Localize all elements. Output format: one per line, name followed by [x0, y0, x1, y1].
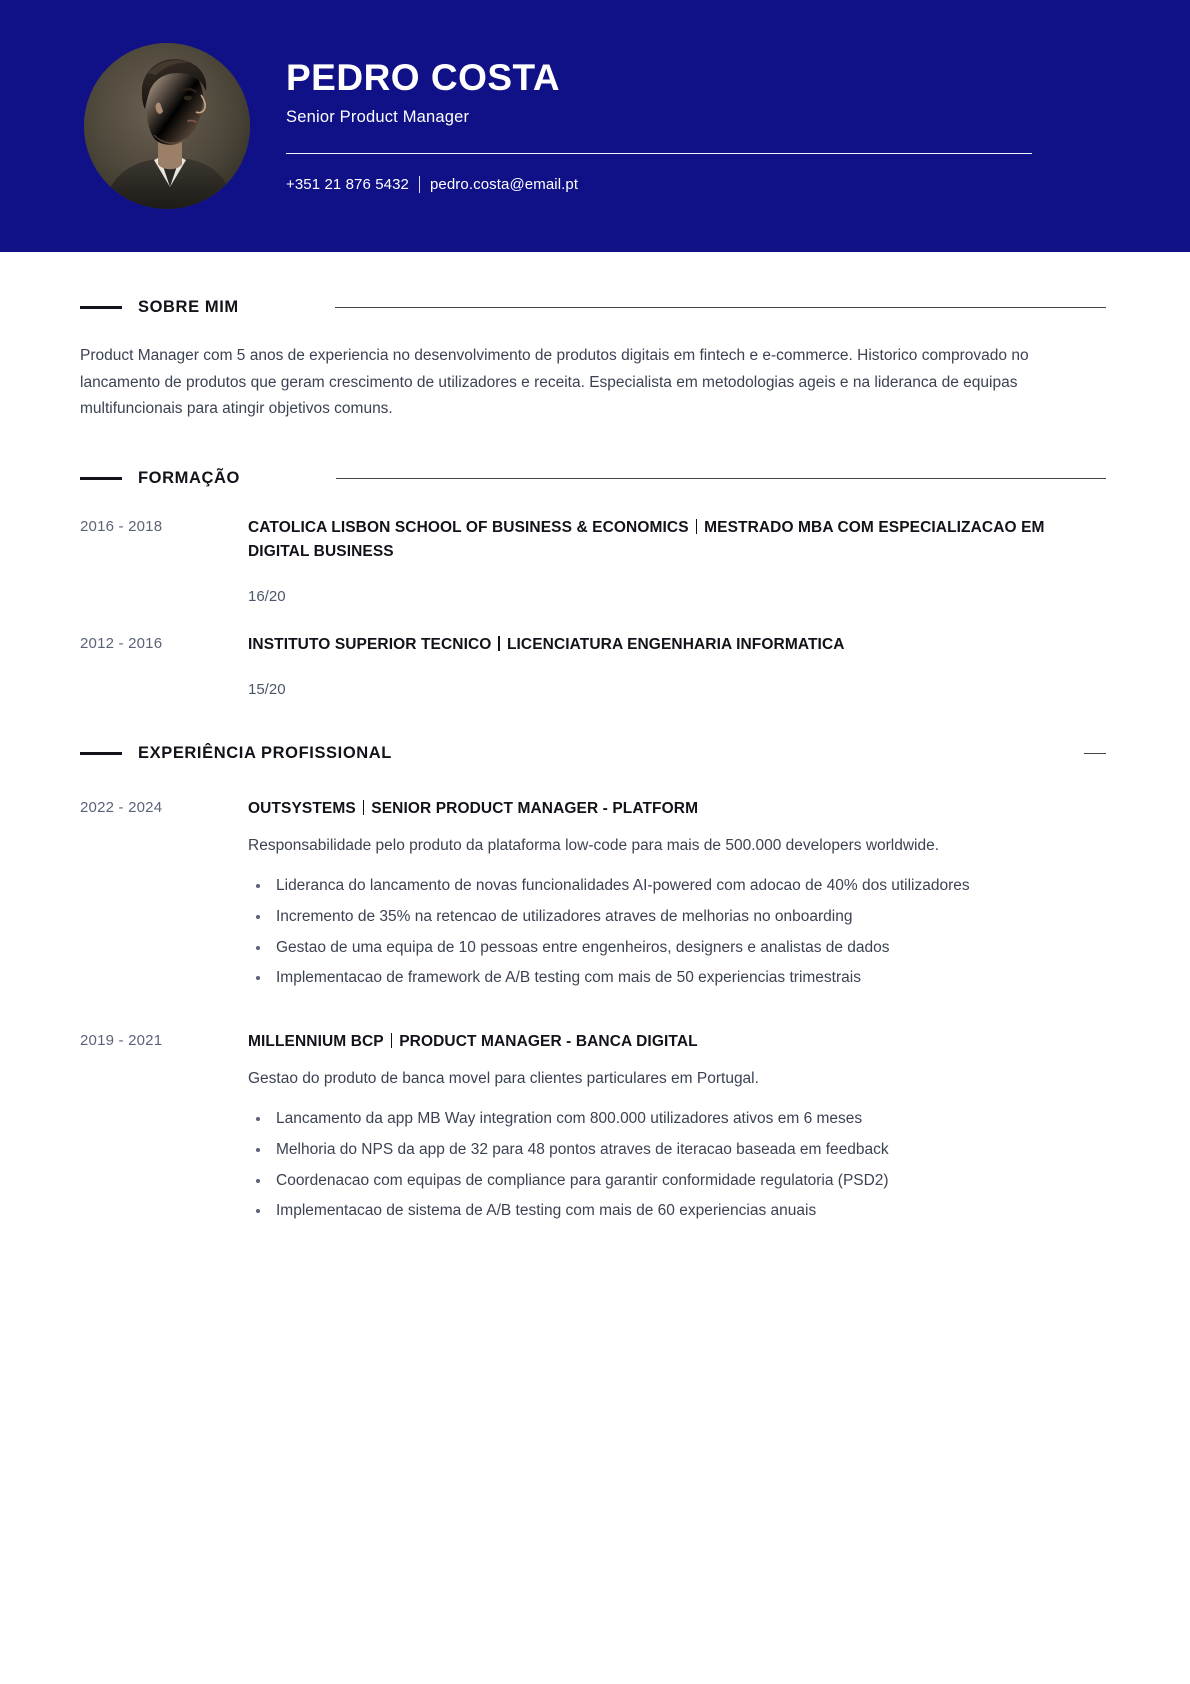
list-item: Implementacao de framework de A/B testing com mais de 50 experiencias trimestrais [248, 965, 1048, 992]
experience-detail [248, 797, 1106, 996]
experience-entry [80, 797, 1106, 996]
section-header-about [80, 298, 1106, 317]
title-separator-icon [498, 636, 500, 651]
section-title-about: SOBRE MIM [138, 298, 239, 316]
experience-description: Responsabilidade pelo produto da plataforma low-code para mais de 500.000 developers worldwide. [248, 837, 940, 855]
education-degree: MESTRADO MBA COM ESPECIALIZACAO EM DIGITAL BUSINESS [248, 518, 1045, 560]
education-institution: CATOLICA LISBON SCHOOL OF BUSINESS & ECONOMICS [248, 518, 689, 536]
email-address[interactable]: pedro.costa@email.pt [429, 175, 579, 193]
education-title [248, 516, 1106, 564]
contact-separator-icon [419, 176, 420, 193]
experience-position: SENIOR PRODUCT MANAGER - PLATFORM [371, 800, 699, 818]
education-entry [80, 633, 1106, 698]
education-detail [248, 633, 1106, 698]
resume-header [0, 0, 1190, 252]
header-divider [286, 153, 1032, 154]
education-entry [80, 516, 1106, 605]
portrait-photo-icon [84, 43, 250, 209]
section-title-education: FORMAÇÃO [138, 468, 240, 487]
job-role: Senior Product Manager [286, 107, 470, 126]
list-item: Implementacao de sistema de A/B testing com mais de 60 experiencias anuais [248, 1198, 1048, 1225]
experience-title [248, 1030, 1106, 1054]
list-item: Gestao de uma equipa de 10 pessoas entre engenheiros, designers e analistas de dados [248, 935, 1048, 962]
section-rule [336, 478, 1106, 479]
contact-line [286, 176, 1032, 193]
section-header-experience [80, 744, 1106, 763]
list-item: Lideranca do lancamento de novas funcionalidades AI-powered com adocao de 40% dos utilizadores [248, 873, 1048, 900]
education-institution: INSTITUTO SUPERIOR TECNICO [248, 636, 492, 653]
title-separator-icon [363, 800, 365, 815]
education-title [248, 633, 1106, 657]
section-dash-icon [80, 752, 122, 755]
list-item: Melhoria do NPS da app de 32 para 48 pontos atraves de iteracao baseada em feedback [248, 1137, 1048, 1164]
header-text-block [286, 59, 1190, 193]
title-separator-icon [696, 519, 698, 534]
page-title: PEDRO COSTA [286, 57, 561, 99]
avatar [84, 43, 250, 209]
list-item: Lancamento da app MB Way integration com 800.000 utilizadores ativos em 6 meses [248, 1106, 1048, 1133]
experience-period: 2019 - 2021 [80, 1032, 163, 1049]
phone-number[interactable]: +351 21 876 5432 [286, 175, 409, 193]
experience-bullet-list [248, 1106, 1106, 1225]
section-dash-icon [80, 477, 122, 480]
resume-body [0, 298, 1190, 1229]
title-separator-icon [391, 1033, 393, 1048]
experience-title [248, 797, 1106, 821]
section-title-experience: EXPERIÊNCIA PROFISSIONAL [138, 744, 392, 763]
about-summary-text: Product Manager com 5 anos de experiencia no desenvolvimento de produtos digitais em fintech e e-commerce. Historico comprovado no lancamento de produtos que geram crescimento de utilizadores e receita. Especialista em metodologias ageis e na lideranca de equipas multifuncionais para atingir objetivos comuns. [80, 347, 1029, 418]
section-rule [335, 307, 1106, 308]
education-detail [248, 516, 1106, 605]
experience-period: 2022 - 2024 [80, 799, 163, 817]
list-item: Incremento de 35% na retencao de utilizadores atraves de melhorias no onboarding [248, 904, 1048, 931]
experience-company: MILLENNIUM BCP [248, 1033, 384, 1050]
experience-entry [80, 1030, 1106, 1229]
education-degree: LICENCIATURA ENGENHARIA INFORMATICA [506, 636, 845, 653]
education-period: 2012 - 2016 [80, 635, 163, 652]
section-rule [488, 753, 1106, 754]
experience-detail [248, 1030, 1106, 1229]
education-period: 2016 - 2018 [80, 517, 163, 535]
section-header-education [80, 469, 1106, 488]
experience-description: Gestao do produto de banca movel para clientes particulares em Portugal. [248, 1070, 759, 1088]
education-grade: 15/20 [248, 681, 286, 699]
list-item: Coordenacao com equipas de compliance para garantir conformidade regulatoria (PSD2) [248, 1168, 1048, 1195]
experience-position: PRODUCT MANAGER - BANCA DIGITAL [399, 1033, 698, 1050]
education-grade: 16/20 [248, 588, 286, 605]
section-dash-icon [80, 306, 122, 309]
experience-company: OUTSYSTEMS [248, 800, 356, 818]
experience-bullet-list [248, 873, 1106, 992]
